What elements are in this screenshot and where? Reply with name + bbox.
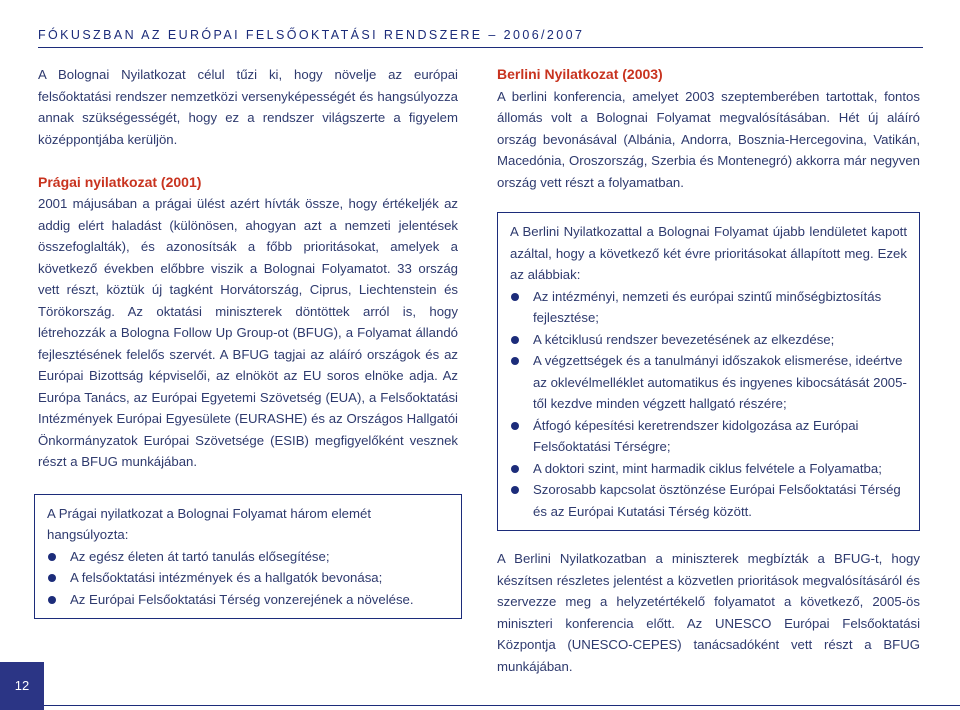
left-column	[38, 64, 458, 619]
page-number: 12	[14, 678, 30, 693]
running-header: FÓKUSZBAN AZ EURÓPAI FELSŐOKTATÁSI RENDSZERE – 2006/2007	[38, 28, 585, 42]
list-item: A doktori szint, mint harmadik ciklus felvétele a Folyamatba;	[510, 458, 907, 480]
berlin-priorities-box	[497, 212, 920, 531]
prague-heading: Prágai nyilatkozat (2001)	[38, 173, 202, 190]
intro-paragraph: A Bolognai Nyilatkozat célul tűzi ki, hogy növelje az európai felsőoktatási rendszer nemzetközi versenyképességét és hangsúlyozza annak szükségességét, hogy ez a rendszer világszerte a figyelem középpontjába kerüljön.	[38, 67, 458, 147]
list-item: Átfogó képesítési keretrendszer kidolgozása az Európai Felsőoktatási Térségre;	[510, 415, 907, 458]
berlin-closing-paragraph: A Berlini Nyilatkozatban a miniszterek megbízták a BFUG-t, hogy készítsen részletes jelentést a közvetlen prioritások megvalósításáról és szervezze meg a helyzetértékelő folyamatot a következő, 2005-ös miniszteri konferencia előtt. Az UNESCO Európai Felsőoktatási Központja (UNESCO-CEPES) tanácsadóként vett részt a BFUG munkájában.	[497, 551, 920, 674]
list-item: Szorosabb kapcsolat ösztönzése Európai Felsőoktatási Térség és az Európai Kutatási Térség között.	[510, 479, 907, 522]
footer-divider	[44, 705, 960, 706]
prague-paragraph: 2001 májusában a prágai ülést azért hívták össze, hogy értékeljék az addig elért haladást (különösen, ahogyan azt a nemzeti jelentések összefoglalták), és azonosítsák a főbb prioritásokat, amelyek a következő években előbbre viszik a Bolognai Folyamatot. 33 ország vett részt, köztük új tagként Horvátország, Ciprus, Liechtenstein és Törökország. Az oktatási miniszterek döntöttek arról is, hogy létrehozzák a Bologna Follow Up Group-ot (BFUG), a Folyamat állandó fejlesztésének felelős szervét. A BFUG tagjai az aláíró országok és az Európai Bizottság képviselői, az elnököt az EU soros elnöke adja. Az Európa Tanács, az Európai Egyetemi Szövetség (EUA), a Felsőoktatási Intézmények Európai Egyesülete (EURASHE) és az Országos Hallgatói Önkormányzatok Európai Szövetsége (ESIB) megfigyelőként vesznek részt a BFUG munkájában.	[38, 196, 458, 469]
header-divider	[38, 47, 923, 48]
list-item: Az Európai Felsőoktatási Térség vonzerejének a növelése.	[47, 589, 449, 611]
prague-priorities-box	[34, 494, 462, 620]
list-item: A felsőoktatási intézmények és a hallgatók bevonása;	[47, 567, 449, 589]
berlin-box-intro: A Berlini Nyilatkozattal a Bolognai Folyamat újabb lendületet kapott azáltal, hogy a következő két évre prioritásokat állapított meg. Ezek az alábbiak:	[510, 224, 907, 282]
prague-priorities-list	[47, 546, 449, 611]
berlin-priorities-list	[510, 286, 907, 523]
berlin-paragraph: A berlini konferencia, amelyet 2003 szeptemberében tartottak, fontos állomás volt a Bolognai Folyamat megvalósításában. Hét új aláíró ország bevonásával (Albánia, Andorra, Bosznia-Hercegovina, Vatikán, Macedónia, Oroszország, Szerbia és Montenegró) akkorra már negyven ország vett részt a folyamatban.	[497, 88, 920, 190]
list-item: Az egész életen át tartó tanulás elősegítése;	[47, 546, 449, 568]
list-item: A végzettségek és a tanulmányi időszakok elismerése, ideértve az oklevélmelléklet automatikus és ingyenes kibocsátását 2005-től kezdve minden végzett hallgató részére;	[510, 350, 907, 415]
prague-box-intro: A Prágai nyilatkozat a Bolognai Folyamat három elemét hangsúlyozta:	[47, 505, 371, 542]
list-item: Az intézményi, nemzeti és európai szintű minőségbiztosítás fejlesztése;	[510, 286, 907, 329]
berlin-heading: Berlini Nyilatkozat (2003)	[497, 66, 663, 82]
list-item: A kétciklusú rendszer bevezetésének az elkezdése;	[510, 329, 907, 351]
right-column	[497, 64, 920, 677]
